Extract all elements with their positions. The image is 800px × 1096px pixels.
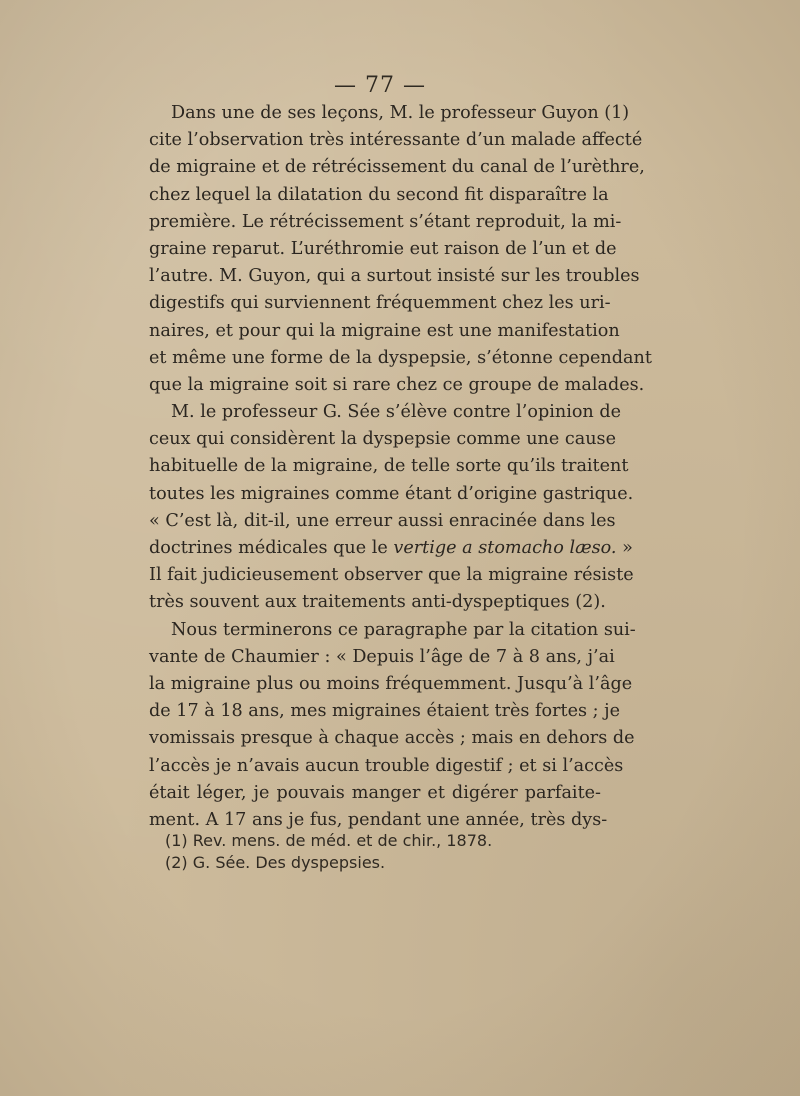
text-line: et même une forme de la dyspepsie, s’étonne cependant bbox=[149, 347, 652, 368]
text-line: toutes les migraines comme étant d’origine gastrique. bbox=[149, 483, 634, 504]
text-line: « C’est là, dit-il, une erreur aussi enracinée dans les bbox=[149, 510, 616, 531]
text-line: de migraine et de rétrécissement du canal de l’urèthre, bbox=[149, 157, 645, 178]
text-line: graine reparut. L’uréthromie eut raison de l’un et de bbox=[149, 238, 617, 259]
body-text bbox=[149, 100, 652, 834]
text-line: très souvent aux traitements anti-dyspeptiques (2). bbox=[149, 592, 606, 613]
text-line: chez lequel la dilatation du second fit disparaître la bbox=[149, 184, 609, 205]
text-line: Dans une de ses leçons, M. le professeur Guyon (1) bbox=[171, 103, 630, 123]
text-line: était léger, je pouvais manger et digérer parfaite- bbox=[149, 782, 601, 803]
footnotes bbox=[165, 830, 605, 874]
text-line: vante de Chaumier : « Depuis l’âge de 7 à 8 ans, j’ai bbox=[149, 646, 615, 667]
footnote: (2) G. Sée. Des dyspepsies. bbox=[165, 853, 386, 872]
text-line: première. Le rétrécissement s’étant reproduit, la mi- bbox=[149, 211, 622, 232]
text-segment: doctrines médicales que le bbox=[149, 538, 388, 558]
text-line: ment. A 17 ans je fus, pendant une année, très dys- bbox=[149, 809, 608, 830]
text-line: digestifs qui surviennent fréquemment chez les uri- bbox=[149, 293, 611, 314]
text-line: que la migraine soit si rare chez ce groupe de malades. bbox=[149, 374, 645, 395]
text-line: la migraine plus ou moins fréquemment. Jusqu’à l’âge bbox=[149, 673, 633, 694]
text-line: vomissais presque à chaque accès ; mais en dehors de bbox=[149, 728, 635, 749]
text-line: l’autre. M. Guyon, qui a surtout insisté sur les troubles bbox=[149, 266, 640, 287]
text-line: M. le professeur G. Sée s’élève contre l’opinion de bbox=[171, 402, 622, 423]
page-number: — 77 — bbox=[334, 73, 426, 98]
closing-quote: » bbox=[622, 538, 633, 558]
text-line: naires, et pour qui la migraine est une manifestation bbox=[149, 320, 620, 341]
italic-phrase: vertige a stomacho læso. bbox=[393, 538, 617, 558]
text-line: Il fait judicieusement observer que la migraine résiste bbox=[149, 565, 634, 586]
text-line-with-italic bbox=[149, 535, 633, 562]
text-line: cite l’observation très intéressante d’un malade affecté bbox=[149, 130, 643, 151]
text-line: Nous terminerons ce paragraphe par la citation sui- bbox=[171, 619, 636, 640]
text-line: habituelle de la migraine, de telle sorte qu’ils traitent bbox=[149, 456, 629, 477]
text-line: de 17 à 18 ans, mes migraines étaient très fortes ; je bbox=[149, 701, 621, 722]
text-line: l’accès je n’avais aucun trouble digestif ; et si l’accès bbox=[149, 755, 624, 776]
footnote: (1) Rev. mens. de méd. et de chir., 1878. bbox=[165, 831, 493, 850]
text-line: ceux qui considèrent la dyspepsie comme une cause bbox=[149, 429, 616, 450]
